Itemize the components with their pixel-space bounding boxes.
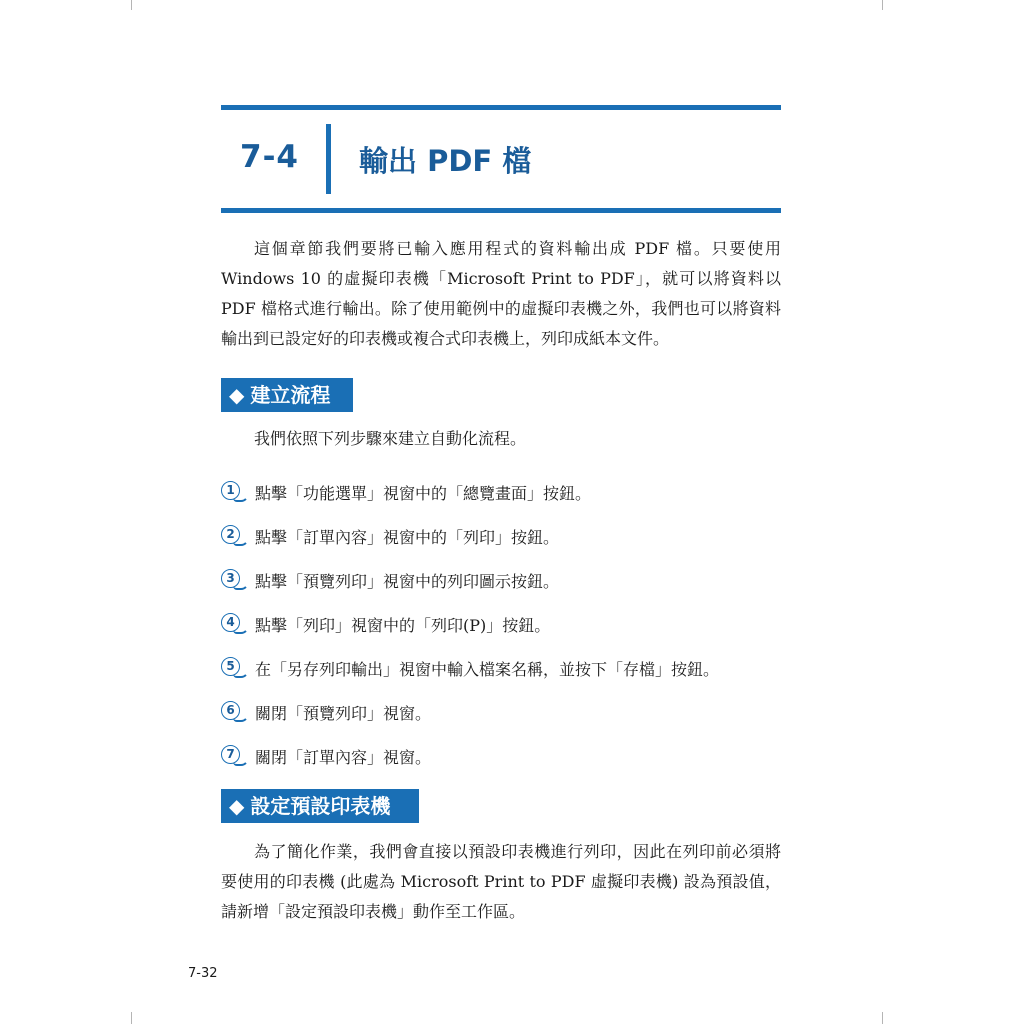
step-number: 7 [221,745,240,764]
title-divider [326,124,331,194]
list-item [221,514,719,558]
step-number: 2 [221,525,240,544]
step-number-badge-icon [221,569,247,591]
diamond-icon: ◆ [229,794,245,818]
step-text: 關閉「預覽列印」視窗。 [255,703,432,723]
step-number: 1 [221,481,240,500]
section-heading-default-printer [221,789,419,823]
crop-mark-top-left [131,0,132,10]
chapter-title: 輸出 PDF 檔 [359,144,532,178]
list-item [221,470,719,514]
list-item [221,734,719,778]
step-number-badge-icon [221,525,247,547]
list-item [221,602,719,646]
step-number: 5 [221,657,240,676]
step-number: 4 [221,613,240,632]
header-rule-top [221,105,781,110]
step-number-badge-icon [221,657,247,679]
steps-intro: 我們依照下列步驟來建立自動化流程。 [254,429,527,448]
step-number-badge-icon [221,701,247,723]
step-text: 點擊「訂單內容」視窗中的「列印」按鈕。 [255,527,560,547]
crop-mark-bottom-left [131,1012,132,1024]
list-item [221,558,719,602]
intro-paragraph: 這個章節我們要將已輸入應用程式的資料輸出成 PDF 檔。只要使用 Windows 10 的虛擬印表機「Microsoft Print to PDF」，就可以將資料以 PDF 檔格式進行輸出。除了使用範例中的虛擬印表機之外，我們也可以將資料輸出到已設定好的印表機或複合式印表機上，列印成紙本文件。 [221,239,781,348]
diamond-icon: ◆ [229,383,245,407]
step-text: 點擊「功能選單」視窗中的「總覽畫面」按鈕。 [255,483,592,503]
chapter-number: 7-4 [240,139,300,175]
step-text: 在「另存列印輸出」視窗中輸入檔案名稱，並按下「存檔」按鈕。 [255,659,720,679]
section-heading-create-flow [221,378,353,412]
header-rule-bottom [221,208,781,213]
crop-mark-top-right [882,0,883,10]
step-text: 點擊「預覽列印」視窗中的列印圖示按鈕。 [255,571,560,591]
step-number-badge-icon [221,481,247,503]
list-item [221,690,719,734]
step-text: 關閉「訂單內容」視窗。 [255,747,432,767]
step-text: 點擊「列印」視窗中的「列印(P)」按鈕。 [255,615,551,635]
section-heading-label: 設定預設印表機 [250,794,391,818]
step-number: 6 [221,701,240,720]
crop-mark-bottom-right [882,1012,883,1024]
page-number: 7-32 [188,966,218,981]
default-printer-paragraph: 為了簡化作業，我們會直接以預設印表機進行列印，因此在列印前必須將要使用的印表機 (此處為 Microsoft Print to PDF 虛擬印表機) 設為預設值，請新增「設定預設印表機」動作至工作區。 [221,842,781,921]
step-number-badge-icon [221,613,247,635]
section-heading-label: 建立流程 [250,383,331,407]
step-list [221,470,719,778]
step-number-badge-icon [221,745,247,767]
list-item [221,646,719,690]
step-number: 3 [221,569,240,588]
